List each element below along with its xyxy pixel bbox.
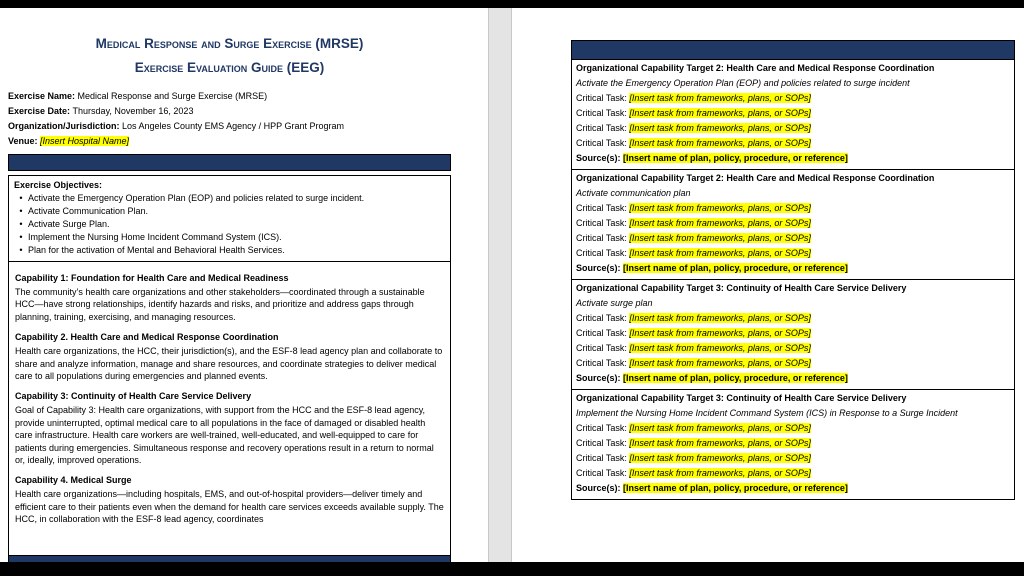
bullet-icon: • xyxy=(19,193,23,203)
capability-description: Health care organizations, the HCC, their jurisdiction(s), and the ESF-8 lead agency plan and collaborate to share and analyze information, manage and share resources, and coordinate strategies to deliver medical care to all populations during emergencies and planned events. xyxy=(15,346,443,382)
field-label: Organization/Jurisdiction: xyxy=(8,121,123,131)
critical-task-label: Critical Task: xyxy=(576,218,630,228)
objective-text: Activate Surge Plan. xyxy=(28,219,110,229)
objectives-and-capabilities-box xyxy=(8,175,451,562)
critical-task-placeholder: [Insert task from frameworks, plans, or SOPs] xyxy=(629,123,811,133)
critical-task-row xyxy=(576,436,1010,451)
field-label: Exercise Date: xyxy=(8,106,73,116)
capability-target-title: Organizational Capability Target 3: Continuity of Health Care Service Delivery xyxy=(576,283,907,293)
capability-block xyxy=(15,272,444,323)
critical-task-row xyxy=(576,121,1010,136)
objectives-list xyxy=(14,192,445,257)
critical-task-label: Critical Task: xyxy=(576,313,630,323)
capability-block xyxy=(15,474,444,525)
field-line xyxy=(8,89,480,104)
critical-task-label: Critical Task: xyxy=(576,248,630,258)
field-label: Venue: xyxy=(8,136,41,146)
source-label: Source(s): xyxy=(576,263,624,273)
exercise-metadata-fields xyxy=(8,89,480,149)
critical-task-label: Critical Task: xyxy=(576,358,630,368)
activity-description: Activate surge plan xyxy=(576,298,653,308)
critical-task-row xyxy=(576,216,1010,231)
critical-task-placeholder: [Insert task from frameworks, plans, or SOPs] xyxy=(629,108,811,118)
objective-item xyxy=(14,244,445,257)
critical-task-placeholder: [Insert task from frameworks, plans, or SOPs] xyxy=(629,313,811,323)
critical-task-row xyxy=(576,136,1010,151)
objectives-title: Exercise Objectives: xyxy=(14,180,103,190)
critical-task-row xyxy=(576,326,1010,341)
capability-description: Health care organizations—including hospitals, EMS, and out-of-hospital providers—deliver timely and efficient care to their patients even when the demand for health care services exceeds available supply. The HCC, in collaboration with the ESF-8 lead agency, coordinates xyxy=(15,489,444,525)
critical-task-placeholder: [Insert task from frameworks, plans, or SOPs] xyxy=(629,203,811,213)
critical-task-placeholder: [Insert task from frameworks, plans, or SOPs] xyxy=(629,468,811,478)
source-placeholder: [Insert name of plan, policy, procedure, or reference] xyxy=(623,263,848,273)
field-line xyxy=(8,104,480,119)
capability-target-section xyxy=(572,389,1014,499)
critical-task-row xyxy=(576,106,1010,121)
critical-task-row xyxy=(576,311,1010,326)
field-value: [Insert Hospital Name] xyxy=(40,136,130,146)
critical-task-placeholder: [Insert task from frameworks, plans, or SOPs] xyxy=(629,358,811,368)
source-label: Source(s): xyxy=(576,153,624,163)
critical-task-label: Critical Task: xyxy=(576,328,630,338)
critical-task-row xyxy=(576,341,1010,356)
source-label: Source(s): xyxy=(576,373,624,383)
critical-task-placeholder: [Insert task from frameworks, plans, or SOPs] xyxy=(629,328,811,338)
critical-task-placeholder: [Insert task from frameworks, plans, or SOPs] xyxy=(629,233,811,243)
critical-task-placeholder: [Insert task from frameworks, plans, or SOPs] xyxy=(629,343,811,353)
critical-task-row xyxy=(576,91,1010,106)
capability-block xyxy=(15,390,444,466)
field-label: Exercise Name: xyxy=(8,91,78,101)
bullet-icon: • xyxy=(19,232,23,242)
capability-target-title: Organizational Capability Target 2: Health Care and Medical Response Coordination xyxy=(576,63,935,73)
letterbox-top xyxy=(0,0,1024,8)
critical-task-label: Critical Task: xyxy=(576,93,630,103)
source-placeholder: [Insert name of plan, policy, procedure, or reference] xyxy=(623,483,848,493)
objective-text: Implement the Nursing Home Incident Command System (ICS). xyxy=(28,232,282,242)
critical-task-row xyxy=(576,421,1010,436)
document-page-2 xyxy=(511,8,1024,562)
critical-task-label: Critical Task: xyxy=(576,203,630,213)
objective-text: Activate the Emergency Operation Plan (EOP) and policies related to surge incident. xyxy=(28,193,365,203)
critical-task-row xyxy=(576,231,1010,246)
capability-description: Goal of Capability 3: Health care organizations, with support from the HCC and the ESF-8 lead agency, provide uninterrupted, optimal medical care to all populations in the face of damaged or disabled health care infrastructure. Health care workers are well-trained, well-educated, and well-equipped to care for patients during emergencies. Simultaneous response and recovery operations result in a return to normal or, ideally, improved operations. xyxy=(15,405,434,466)
capability-target-section xyxy=(572,60,1014,169)
critical-task-label: Critical Task: xyxy=(576,108,630,118)
critical-task-placeholder: [Insert task from frameworks, plans, or SOPs] xyxy=(629,218,811,228)
activity-description: Activate communication plan xyxy=(576,188,691,198)
field-value: Thursday, November 16, 2023 xyxy=(72,106,194,116)
objectives-section xyxy=(9,176,450,262)
critical-task-row xyxy=(576,466,1010,481)
critical-task-label: Critical Task: xyxy=(576,468,630,478)
capability-target-title: Organizational Capability Target 2: Health Care and Medical Response Coordination xyxy=(576,173,935,183)
source-row xyxy=(576,481,1010,496)
critical-task-label: Critical Task: xyxy=(576,343,630,353)
critical-task-placeholder: [Insert task from frameworks, plans, or SOPs] xyxy=(629,248,811,258)
next-section-header-bar xyxy=(8,555,451,562)
source-label: Source(s): xyxy=(576,483,624,493)
bullet-icon: • xyxy=(19,245,23,255)
objective-item xyxy=(14,231,445,244)
objective-text: Plan for the activation of Mental and Behavioral Health Services. xyxy=(28,245,285,255)
critical-task-placeholder: [Insert task from frameworks, plans, or SOPs] xyxy=(629,93,811,103)
critical-task-placeholder: [Insert task from frameworks, plans, or SOPs] xyxy=(629,438,811,448)
critical-task-placeholder: [Insert task from frameworks, plans, or SOPs] xyxy=(629,138,811,148)
critical-task-label: Critical Task: xyxy=(576,138,630,148)
objective-item xyxy=(14,205,445,218)
letterbox-bottom xyxy=(0,562,1024,576)
capability-target-section xyxy=(572,279,1014,389)
field-value: Los Angeles County EMS Agency / HPP Grant Program xyxy=(122,121,344,131)
critical-task-row xyxy=(576,356,1010,371)
field-line xyxy=(8,119,480,134)
capability-target-section xyxy=(572,169,1014,279)
bullet-icon: • xyxy=(19,206,23,216)
critical-task-row xyxy=(576,246,1010,261)
capabilities-section xyxy=(9,262,450,526)
critical-task-label: Critical Task: xyxy=(576,423,630,433)
document-title-line2: Exercise Evaluation Guide (EEG) xyxy=(134,60,325,75)
source-placeholder: [Insert name of plan, policy, procedure, or reference] xyxy=(623,153,848,163)
capability-heading: Capability 3: Continuity of Health Care Service Delivery xyxy=(15,391,252,402)
capability-target-title: Organizational Capability Target 3: Continuity of Health Care Service Delivery xyxy=(576,393,907,403)
field-line xyxy=(8,134,480,149)
capability-block xyxy=(15,331,444,382)
critical-task-label: Critical Task: xyxy=(576,123,630,133)
capability-target-sections xyxy=(572,60,1014,499)
critical-task-row xyxy=(576,451,1010,466)
activity-description: Activate the Emergency Operation Plan (EOP) and policies related to surge incident xyxy=(576,78,910,88)
objective-item xyxy=(14,192,445,205)
objective-text: Activate Communication Plan. xyxy=(28,206,149,216)
section-header-bar xyxy=(8,154,451,171)
critical-task-label: Critical Task: xyxy=(576,233,630,243)
source-placeholder: [Insert name of plan, policy, procedure, or reference] xyxy=(623,373,848,383)
critical-task-label: Critical Task: xyxy=(576,453,630,463)
capability-heading: Capability 1: Foundation for Health Care and Medical Readiness xyxy=(15,273,289,283)
critical-task-row xyxy=(576,201,1010,216)
bullet-icon: • xyxy=(19,219,23,229)
document-title-line1: Medical Response and Surge Exercise (MRSE) xyxy=(95,36,364,51)
source-row xyxy=(576,151,1010,166)
document-page-1 xyxy=(0,8,489,562)
critical-task-placeholder: [Insert task from frameworks, plans, or SOPs] xyxy=(629,423,811,433)
source-row xyxy=(576,261,1010,276)
capability-heading: Capability 2. Health Care and Medical Response Coordination xyxy=(15,332,279,343)
critical-task-label: Critical Task: xyxy=(576,438,630,448)
source-row xyxy=(576,371,1010,386)
capability-description: The community’s health care organizations and other stakeholders—coordinated through a sustainable HCC—have strong relationships, identify hazards and risks, and prioritize and address gaps through planning, training, exercising, and managing resources. xyxy=(15,287,425,322)
capability-heading: Capability 4. Medical Surge xyxy=(15,475,132,486)
field-value: Medical Response and Surge Exercise (MRSE) xyxy=(77,91,268,101)
objective-item xyxy=(14,218,445,231)
activity-description: Implement the Nursing Home Incident Command System (ICS) in Response to a Surge Incident xyxy=(576,408,958,418)
critical-task-placeholder: [Insert task from frameworks, plans, or SOPs] xyxy=(629,453,811,463)
table-header-bar xyxy=(572,41,1014,60)
capability-target-table xyxy=(571,40,1015,500)
